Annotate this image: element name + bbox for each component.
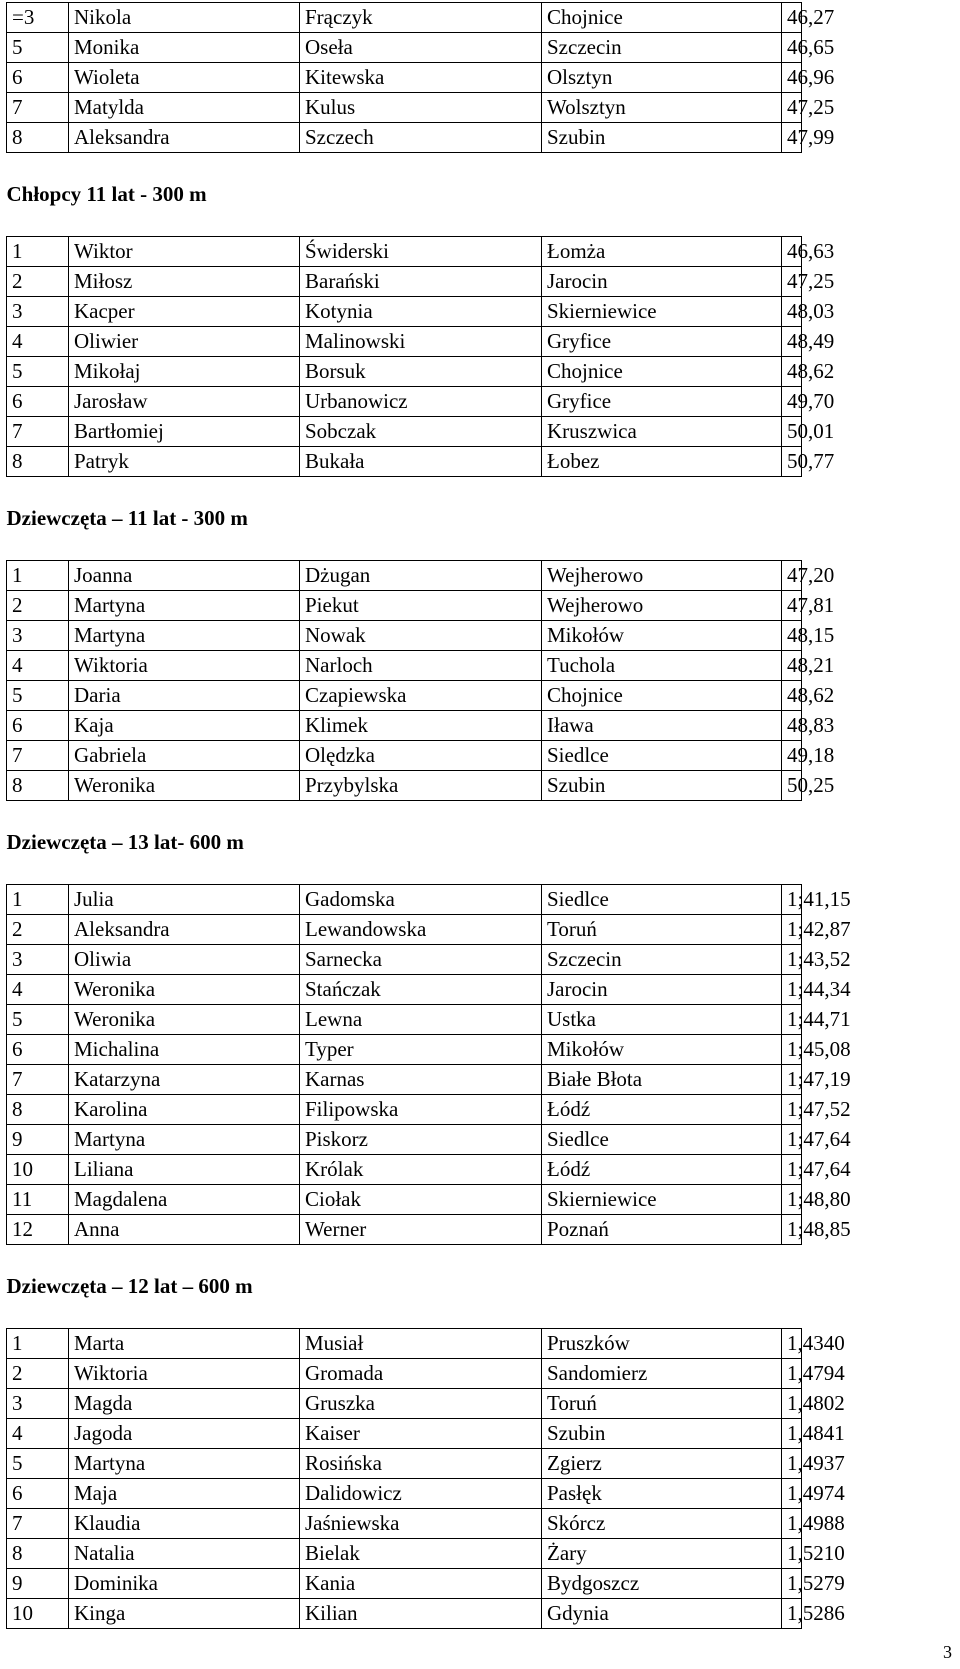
cell-time: 1,4802 bbox=[782, 1389, 802, 1419]
result-row bbox=[7, 123, 802, 153]
cell-first: Martyna bbox=[69, 591, 300, 621]
cell-last: Gruszka bbox=[300, 1389, 542, 1419]
cell-pos: 1 bbox=[7, 237, 69, 267]
cell-city: Żary bbox=[542, 1539, 782, 1569]
cell-last: Kulus bbox=[300, 93, 542, 123]
result-row bbox=[7, 1509, 802, 1539]
result-row bbox=[7, 885, 802, 915]
cell-city: Szczecin bbox=[542, 33, 782, 63]
cell-last: Bukała bbox=[300, 447, 542, 477]
result-row bbox=[7, 237, 802, 267]
cell-time: 47,20 bbox=[782, 561, 802, 591]
result-row bbox=[7, 1389, 802, 1419]
cell-first: Wiktor bbox=[69, 237, 300, 267]
result-row bbox=[7, 741, 802, 771]
cell-city: Pruszków bbox=[542, 1329, 782, 1359]
cell-pos: 3 bbox=[7, 945, 69, 975]
cell-city: Siedlce bbox=[542, 741, 782, 771]
cell-pos: 4 bbox=[7, 651, 69, 681]
cell-city: Białe Błota bbox=[542, 1065, 782, 1095]
cell-time: 1;47,64 bbox=[782, 1155, 802, 1185]
result-row bbox=[7, 1035, 802, 1065]
result-row bbox=[7, 63, 802, 93]
cell-city: Chojnice bbox=[542, 357, 782, 387]
cell-first: Matylda bbox=[69, 93, 300, 123]
cell-first: Michalina bbox=[69, 1035, 300, 1065]
cell-city: Toruń bbox=[542, 915, 782, 945]
cell-time: 49,18 bbox=[782, 741, 802, 771]
cell-first: Wioleta bbox=[69, 63, 300, 93]
cell-first: Wiktoria bbox=[69, 1359, 300, 1389]
result-row bbox=[7, 387, 802, 417]
cell-city: Skórcz bbox=[542, 1509, 782, 1539]
cell-city: Gryfice bbox=[542, 387, 782, 417]
cell-pos: 9 bbox=[7, 1569, 69, 1599]
cell-time: 47,81 bbox=[782, 591, 802, 621]
cell-last: Kitewska bbox=[300, 63, 542, 93]
result-row bbox=[7, 33, 802, 63]
cell-last: Dżugan bbox=[300, 561, 542, 591]
cell-city: Wejherowo bbox=[542, 561, 782, 591]
cell-last: Jaśniewska bbox=[300, 1509, 542, 1539]
cell-last: Sobczak bbox=[300, 417, 542, 447]
cell-pos: 8 bbox=[7, 123, 69, 153]
page-number: 3 bbox=[943, 1642, 952, 1662]
section-title: Dziewczęta – 13 lat- 600 m bbox=[6, 830, 244, 854]
cell-last: Gadomska bbox=[300, 885, 542, 915]
cell-pos: 12 bbox=[7, 1215, 69, 1245]
cell-pos: 5 bbox=[7, 681, 69, 711]
cell-first: Katarzyna bbox=[69, 1065, 300, 1095]
cell-time: 1;48,85 bbox=[782, 1215, 802, 1245]
cell-time: 1;41,15 bbox=[782, 885, 802, 915]
section-title: Dziewczęta – 12 lat – 600 m bbox=[6, 1274, 253, 1298]
cell-pos: 4 bbox=[7, 975, 69, 1005]
cell-pos: 8 bbox=[7, 1095, 69, 1125]
cell-first: Magdalena bbox=[69, 1185, 300, 1215]
cell-pos: 3 bbox=[7, 297, 69, 327]
section-title-row bbox=[7, 153, 802, 237]
cell-time: 1;47,64 bbox=[782, 1125, 802, 1155]
cell-pos: 7 bbox=[7, 741, 69, 771]
result-row bbox=[7, 1215, 802, 1245]
cell-time: 47,99 bbox=[782, 123, 802, 153]
cell-city: Pasłęk bbox=[542, 1479, 782, 1509]
cell-last: Kilian bbox=[300, 1599, 542, 1629]
result-row bbox=[7, 447, 802, 477]
cell-city: Skierniewice bbox=[542, 297, 782, 327]
result-row bbox=[7, 1479, 802, 1509]
result-row bbox=[7, 561, 802, 591]
cell-first: Daria bbox=[69, 681, 300, 711]
cell-time: 1,4988 bbox=[782, 1509, 802, 1539]
cell-first: Marta bbox=[69, 1329, 300, 1359]
cell-last: Oseła bbox=[300, 33, 542, 63]
result-row bbox=[7, 591, 802, 621]
cell-time: 46,27 bbox=[782, 3, 802, 33]
cell-pos: 6 bbox=[7, 711, 69, 741]
cell-pos: 3 bbox=[7, 621, 69, 651]
result-row bbox=[7, 1419, 802, 1449]
cell-pos: 7 bbox=[7, 93, 69, 123]
cell-last: Karnas bbox=[300, 1065, 542, 1095]
cell-city: Szubin bbox=[542, 771, 782, 801]
cell-last: Malinowski bbox=[300, 327, 542, 357]
cell-time: 1;45,08 bbox=[782, 1035, 802, 1065]
cell-last: Stańczak bbox=[300, 975, 542, 1005]
cell-city: Skierniewice bbox=[542, 1185, 782, 1215]
cell-city: Poznań bbox=[542, 1215, 782, 1245]
cell-pos: 5 bbox=[7, 357, 69, 387]
cell-pos: 6 bbox=[7, 387, 69, 417]
cell-city: Łódź bbox=[542, 1095, 782, 1125]
cell-time: 1,4974 bbox=[782, 1479, 802, 1509]
cell-first: Monika bbox=[69, 33, 300, 63]
cell-first: Mikołaj bbox=[69, 357, 300, 387]
cell-first: Jagoda bbox=[69, 1419, 300, 1449]
result-row bbox=[7, 915, 802, 945]
cell-time: 1;44,34 bbox=[782, 975, 802, 1005]
result-row bbox=[7, 267, 802, 297]
cell-pos: =3 bbox=[7, 3, 69, 33]
cell-last: Szczech bbox=[300, 123, 542, 153]
cell-pos: 6 bbox=[7, 1035, 69, 1065]
cell-time: 1;42,87 bbox=[782, 915, 802, 945]
cell-last: Kotynia bbox=[300, 297, 542, 327]
cell-last: Klimek bbox=[300, 711, 542, 741]
cell-last: Lewna bbox=[300, 1005, 542, 1035]
cell-time: 48,21 bbox=[782, 651, 802, 681]
results-table bbox=[6, 2, 851, 1629]
section-title: Chłopcy 11 lat - 300 m bbox=[6, 182, 207, 206]
cell-last: Barański bbox=[300, 267, 542, 297]
cell-first: Oliwia bbox=[69, 945, 300, 975]
cell-first: Gabriela bbox=[69, 741, 300, 771]
cell-time: 1;47,19 bbox=[782, 1065, 802, 1095]
cell-time: 50,77 bbox=[782, 447, 802, 477]
cell-first: Weronika bbox=[69, 1005, 300, 1035]
cell-first: Anna bbox=[69, 1215, 300, 1245]
cell-pos: 7 bbox=[7, 1509, 69, 1539]
cell-pos: 8 bbox=[7, 447, 69, 477]
cell-time: 1,4794 bbox=[782, 1359, 802, 1389]
cell-time: 46,63 bbox=[782, 237, 802, 267]
cell-first: Martyna bbox=[69, 621, 300, 651]
cell-last: Piskorz bbox=[300, 1125, 542, 1155]
cell-city: Bydgoszcz bbox=[542, 1569, 782, 1599]
result-row bbox=[7, 975, 802, 1005]
result-row bbox=[7, 327, 802, 357]
cell-first: Weronika bbox=[69, 975, 300, 1005]
cell-last: Sarnecka bbox=[300, 945, 542, 975]
cell-last: Musiał bbox=[300, 1329, 542, 1359]
cell-pos: 2 bbox=[7, 591, 69, 621]
cell-city: Siedlce bbox=[542, 885, 782, 915]
cell-last: Narloch bbox=[300, 651, 542, 681]
cell-city: Wejherowo bbox=[542, 591, 782, 621]
result-row bbox=[7, 681, 802, 711]
cell-last: Borsuk bbox=[300, 357, 542, 387]
cell-last: Gromada bbox=[300, 1359, 542, 1389]
section-title-row bbox=[7, 477, 802, 561]
section-title: Dziewczęta – 11 lat - 300 m bbox=[6, 506, 248, 530]
cell-last: Frączyk bbox=[300, 3, 542, 33]
cell-first: Patryk bbox=[69, 447, 300, 477]
cell-time: 48,49 bbox=[782, 327, 802, 357]
cell-time: 46,65 bbox=[782, 33, 802, 63]
cell-first: Kaja bbox=[69, 711, 300, 741]
cell-time: 47,25 bbox=[782, 93, 802, 123]
result-row bbox=[7, 1329, 802, 1359]
result-row bbox=[7, 621, 802, 651]
cell-pos: 8 bbox=[7, 1539, 69, 1569]
cell-first: Julia bbox=[69, 885, 300, 915]
cell-city: Łódź bbox=[542, 1155, 782, 1185]
cell-first: Natalia bbox=[69, 1539, 300, 1569]
cell-pos: 2 bbox=[7, 915, 69, 945]
cell-pos: 1 bbox=[7, 1329, 69, 1359]
result-row bbox=[7, 357, 802, 387]
cell-pos: 1 bbox=[7, 885, 69, 915]
cell-city: Mikołów bbox=[542, 621, 782, 651]
cell-first: Jarosław bbox=[69, 387, 300, 417]
cell-city: Tuchola bbox=[542, 651, 782, 681]
cell-pos: 1 bbox=[7, 561, 69, 591]
cell-time: 1;43,52 bbox=[782, 945, 802, 975]
result-row bbox=[7, 1539, 802, 1569]
cell-city: Wolsztyn bbox=[542, 93, 782, 123]
cell-pos: 10 bbox=[7, 1599, 69, 1629]
cell-last: Rosińska bbox=[300, 1449, 542, 1479]
cell-pos: 2 bbox=[7, 1359, 69, 1389]
cell-last: Przybylska bbox=[300, 771, 542, 801]
cell-first: Aleksandra bbox=[69, 123, 300, 153]
cell-last: Olędzka bbox=[300, 741, 542, 771]
cell-last: Ciołak bbox=[300, 1185, 542, 1215]
cell-first: Miłosz bbox=[69, 267, 300, 297]
result-row bbox=[7, 1155, 802, 1185]
cell-time: 48,03 bbox=[782, 297, 802, 327]
result-row bbox=[7, 1359, 802, 1389]
cell-first: Bartłomiej bbox=[69, 417, 300, 447]
cell-city: Gryfice bbox=[542, 327, 782, 357]
cell-last: Świderski bbox=[300, 237, 542, 267]
cell-last: Kania bbox=[300, 1569, 542, 1599]
result-row bbox=[7, 3, 802, 33]
result-row bbox=[7, 711, 802, 741]
result-row bbox=[7, 1599, 802, 1629]
cell-city: Jarocin bbox=[542, 267, 782, 297]
cell-pos: 6 bbox=[7, 63, 69, 93]
cell-city: Mikołów bbox=[542, 1035, 782, 1065]
cell-first: Martyna bbox=[69, 1449, 300, 1479]
cell-last: Kaiser bbox=[300, 1419, 542, 1449]
cell-city: Gdynia bbox=[542, 1599, 782, 1629]
cell-pos: 4 bbox=[7, 1419, 69, 1449]
cell-first: Martyna bbox=[69, 1125, 300, 1155]
cell-last: Bielak bbox=[300, 1539, 542, 1569]
cell-first: Joanna bbox=[69, 561, 300, 591]
cell-city: Ustka bbox=[542, 1005, 782, 1035]
cell-last: Urbanowicz bbox=[300, 387, 542, 417]
cell-pos: 5 bbox=[7, 33, 69, 63]
cell-last: Lewandowska bbox=[300, 915, 542, 945]
cell-time: 1;48,80 bbox=[782, 1185, 802, 1215]
cell-city: Szczecin bbox=[542, 945, 782, 975]
cell-time: 1,4937 bbox=[782, 1449, 802, 1479]
result-row bbox=[7, 771, 802, 801]
cell-city: Toruń bbox=[542, 1389, 782, 1419]
cell-time: 48,15 bbox=[782, 621, 802, 651]
cell-city: Kruszwica bbox=[542, 417, 782, 447]
cell-time: 50,25 bbox=[782, 771, 802, 801]
cell-first: Kacper bbox=[69, 297, 300, 327]
cell-time: 49,70 bbox=[782, 387, 802, 417]
result-row bbox=[7, 651, 802, 681]
cell-first: Nikola bbox=[69, 3, 300, 33]
cell-pos: 9 bbox=[7, 1125, 69, 1155]
cell-first: Magda bbox=[69, 1389, 300, 1419]
cell-time: 1,4841 bbox=[782, 1419, 802, 1449]
cell-first: Liliana bbox=[69, 1155, 300, 1185]
cell-time: 1,5279 bbox=[782, 1569, 802, 1599]
cell-pos: 4 bbox=[7, 327, 69, 357]
result-row bbox=[7, 945, 802, 975]
cell-pos: 11 bbox=[7, 1185, 69, 1215]
cell-city: Zgierz bbox=[542, 1449, 782, 1479]
cell-last: Dalidowicz bbox=[300, 1479, 542, 1509]
cell-first: Aleksandra bbox=[69, 915, 300, 945]
cell-first: Oliwier bbox=[69, 327, 300, 357]
section-title-row bbox=[7, 801, 802, 885]
cell-city: Łomża bbox=[542, 237, 782, 267]
result-row bbox=[7, 1569, 802, 1599]
cell-city: Sandomierz bbox=[542, 1359, 782, 1389]
cell-city: Łobez bbox=[542, 447, 782, 477]
cell-time: 1;44,71 bbox=[782, 1005, 802, 1035]
cell-pos: 2 bbox=[7, 267, 69, 297]
cell-last: Piekut bbox=[300, 591, 542, 621]
cell-time: 48,62 bbox=[782, 357, 802, 387]
cell-time: 48,62 bbox=[782, 681, 802, 711]
result-row bbox=[7, 1005, 802, 1035]
result-row bbox=[7, 297, 802, 327]
cell-pos: 5 bbox=[7, 1449, 69, 1479]
result-row bbox=[7, 417, 802, 447]
result-row bbox=[7, 1185, 802, 1215]
cell-time: 1,5210 bbox=[782, 1539, 802, 1569]
cell-pos: 7 bbox=[7, 417, 69, 447]
result-row bbox=[7, 1449, 802, 1479]
cell-last: Filipowska bbox=[300, 1095, 542, 1125]
cell-time: 48,83 bbox=[782, 711, 802, 741]
cell-city: Iława bbox=[542, 711, 782, 741]
cell-last: Czapiewska bbox=[300, 681, 542, 711]
cell-time: 1,5286 bbox=[782, 1599, 802, 1629]
cell-first: Maja bbox=[69, 1479, 300, 1509]
cell-first: Wiktoria bbox=[69, 651, 300, 681]
cell-last: Typer bbox=[300, 1035, 542, 1065]
cell-last: Nowak bbox=[300, 621, 542, 651]
cell-time: 1;47,52 bbox=[782, 1095, 802, 1125]
cell-time: 50,01 bbox=[782, 417, 802, 447]
cell-first: Dominika bbox=[69, 1569, 300, 1599]
result-row bbox=[7, 1065, 802, 1095]
cell-city: Siedlce bbox=[542, 1125, 782, 1155]
cell-pos: 6 bbox=[7, 1479, 69, 1509]
cell-city: Szubin bbox=[542, 1419, 782, 1449]
cell-city: Chojnice bbox=[542, 3, 782, 33]
cell-city: Jarocin bbox=[542, 975, 782, 1005]
cell-first: Klaudia bbox=[69, 1509, 300, 1539]
cell-last: Werner bbox=[300, 1215, 542, 1245]
cell-city: Chojnice bbox=[542, 681, 782, 711]
cell-last: Królak bbox=[300, 1155, 542, 1185]
cell-pos: 3 bbox=[7, 1389, 69, 1419]
cell-city: Olsztyn bbox=[542, 63, 782, 93]
cell-city: Szubin bbox=[542, 123, 782, 153]
cell-pos: 5 bbox=[7, 1005, 69, 1035]
section-title-row bbox=[7, 1245, 802, 1329]
cell-pos: 7 bbox=[7, 1065, 69, 1095]
cell-time: 1,4340 bbox=[782, 1329, 802, 1359]
cell-first: Weronika bbox=[69, 771, 300, 801]
cell-pos: 8 bbox=[7, 771, 69, 801]
cell-first: Karolina bbox=[69, 1095, 300, 1125]
result-row bbox=[7, 93, 802, 123]
cell-time: 47,25 bbox=[782, 267, 802, 297]
result-row bbox=[7, 1125, 802, 1155]
cell-first: Kinga bbox=[69, 1599, 300, 1629]
cell-time: 46,96 bbox=[782, 63, 802, 93]
cell-pos: 10 bbox=[7, 1155, 69, 1185]
result-row bbox=[7, 1095, 802, 1125]
